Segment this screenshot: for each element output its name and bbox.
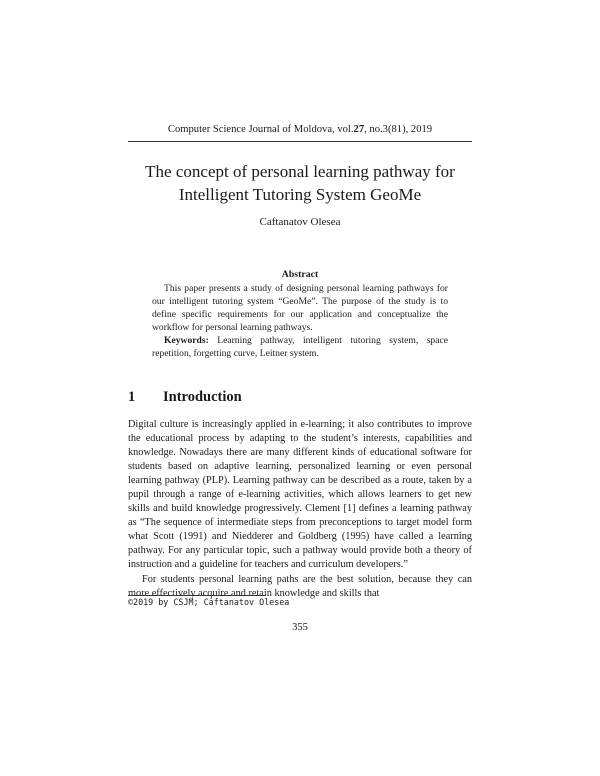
section-number: 1 — [128, 389, 136, 405]
paper-title-line-1: The concept of personal learning pathway for — [145, 162, 455, 181]
journal-volume: 27 — [353, 124, 365, 135]
keywords-text: Learning pathway, intelligent tutoring system, space repetition, forgetting curve, Leitner system. — [152, 334, 448, 359]
page-number: 355 — [292, 622, 308, 633]
author-name: Caftanatov Olesea — [259, 216, 341, 228]
abstract-text: This paper presents a study of designing personal learning pathways for our intelligent tutoring system “GeoMe”. The purpose of the study is to define specific requirements for our application and conceptualize the workflow for personal learning pathways. — [152, 283, 448, 333]
header-rule — [128, 141, 472, 142]
section-heading — [128, 389, 472, 406]
keywords-line — [152, 335, 448, 361]
paper-title — [100, 160, 500, 206]
running-header — [128, 124, 472, 135]
paper-title-line-2: Intelligent Tutoring System GeoMe — [178, 185, 422, 204]
keywords-label: Keywords: — [164, 334, 209, 346]
footnote-rule — [128, 595, 266, 596]
body-paragraph-2: For students personal learning paths are the best solution, because they can more effectively acquire and retain knowledge and skills that — [128, 573, 472, 599]
body-paragraph-1: Digital culture is increasingly applied in e-learning; it also contributes to improve the educational process by adapting to the student’s interests, capabilities and knowledge. Nowadays there are many different kinds of educational software for students based on adaptive learning, personalized learning or even personal learning pathway (PLP). Learning pathway can be described as a route, taken by a pupil through a range of e-learning activities, which allows learners to get new skills and build knowledge progressively. Clement [1] defines a learning pathway as “The sequence of intermediate steps from preconceptions to target model form what Scott (1991) and Niedderer and Goldberg (1995) have called a learning pathway. For any particular topic, such a pathway would provide both a theory of instruction and a guideline for teachers and curriculum developers.” — [128, 419, 472, 571]
copyright-footnote: ©2019 by CSJM; Caftanatov Olesea — [128, 597, 290, 607]
journal-issue: , no.3(81), 2019 — [364, 124, 433, 135]
abstract-heading: Abstract — [281, 269, 319, 280]
body-text — [128, 418, 472, 601]
journal-name: Computer Science Journal of Moldova, vol. — [167, 124, 354, 135]
abstract-block — [152, 283, 448, 360]
section-title: Introduction — [163, 389, 242, 405]
